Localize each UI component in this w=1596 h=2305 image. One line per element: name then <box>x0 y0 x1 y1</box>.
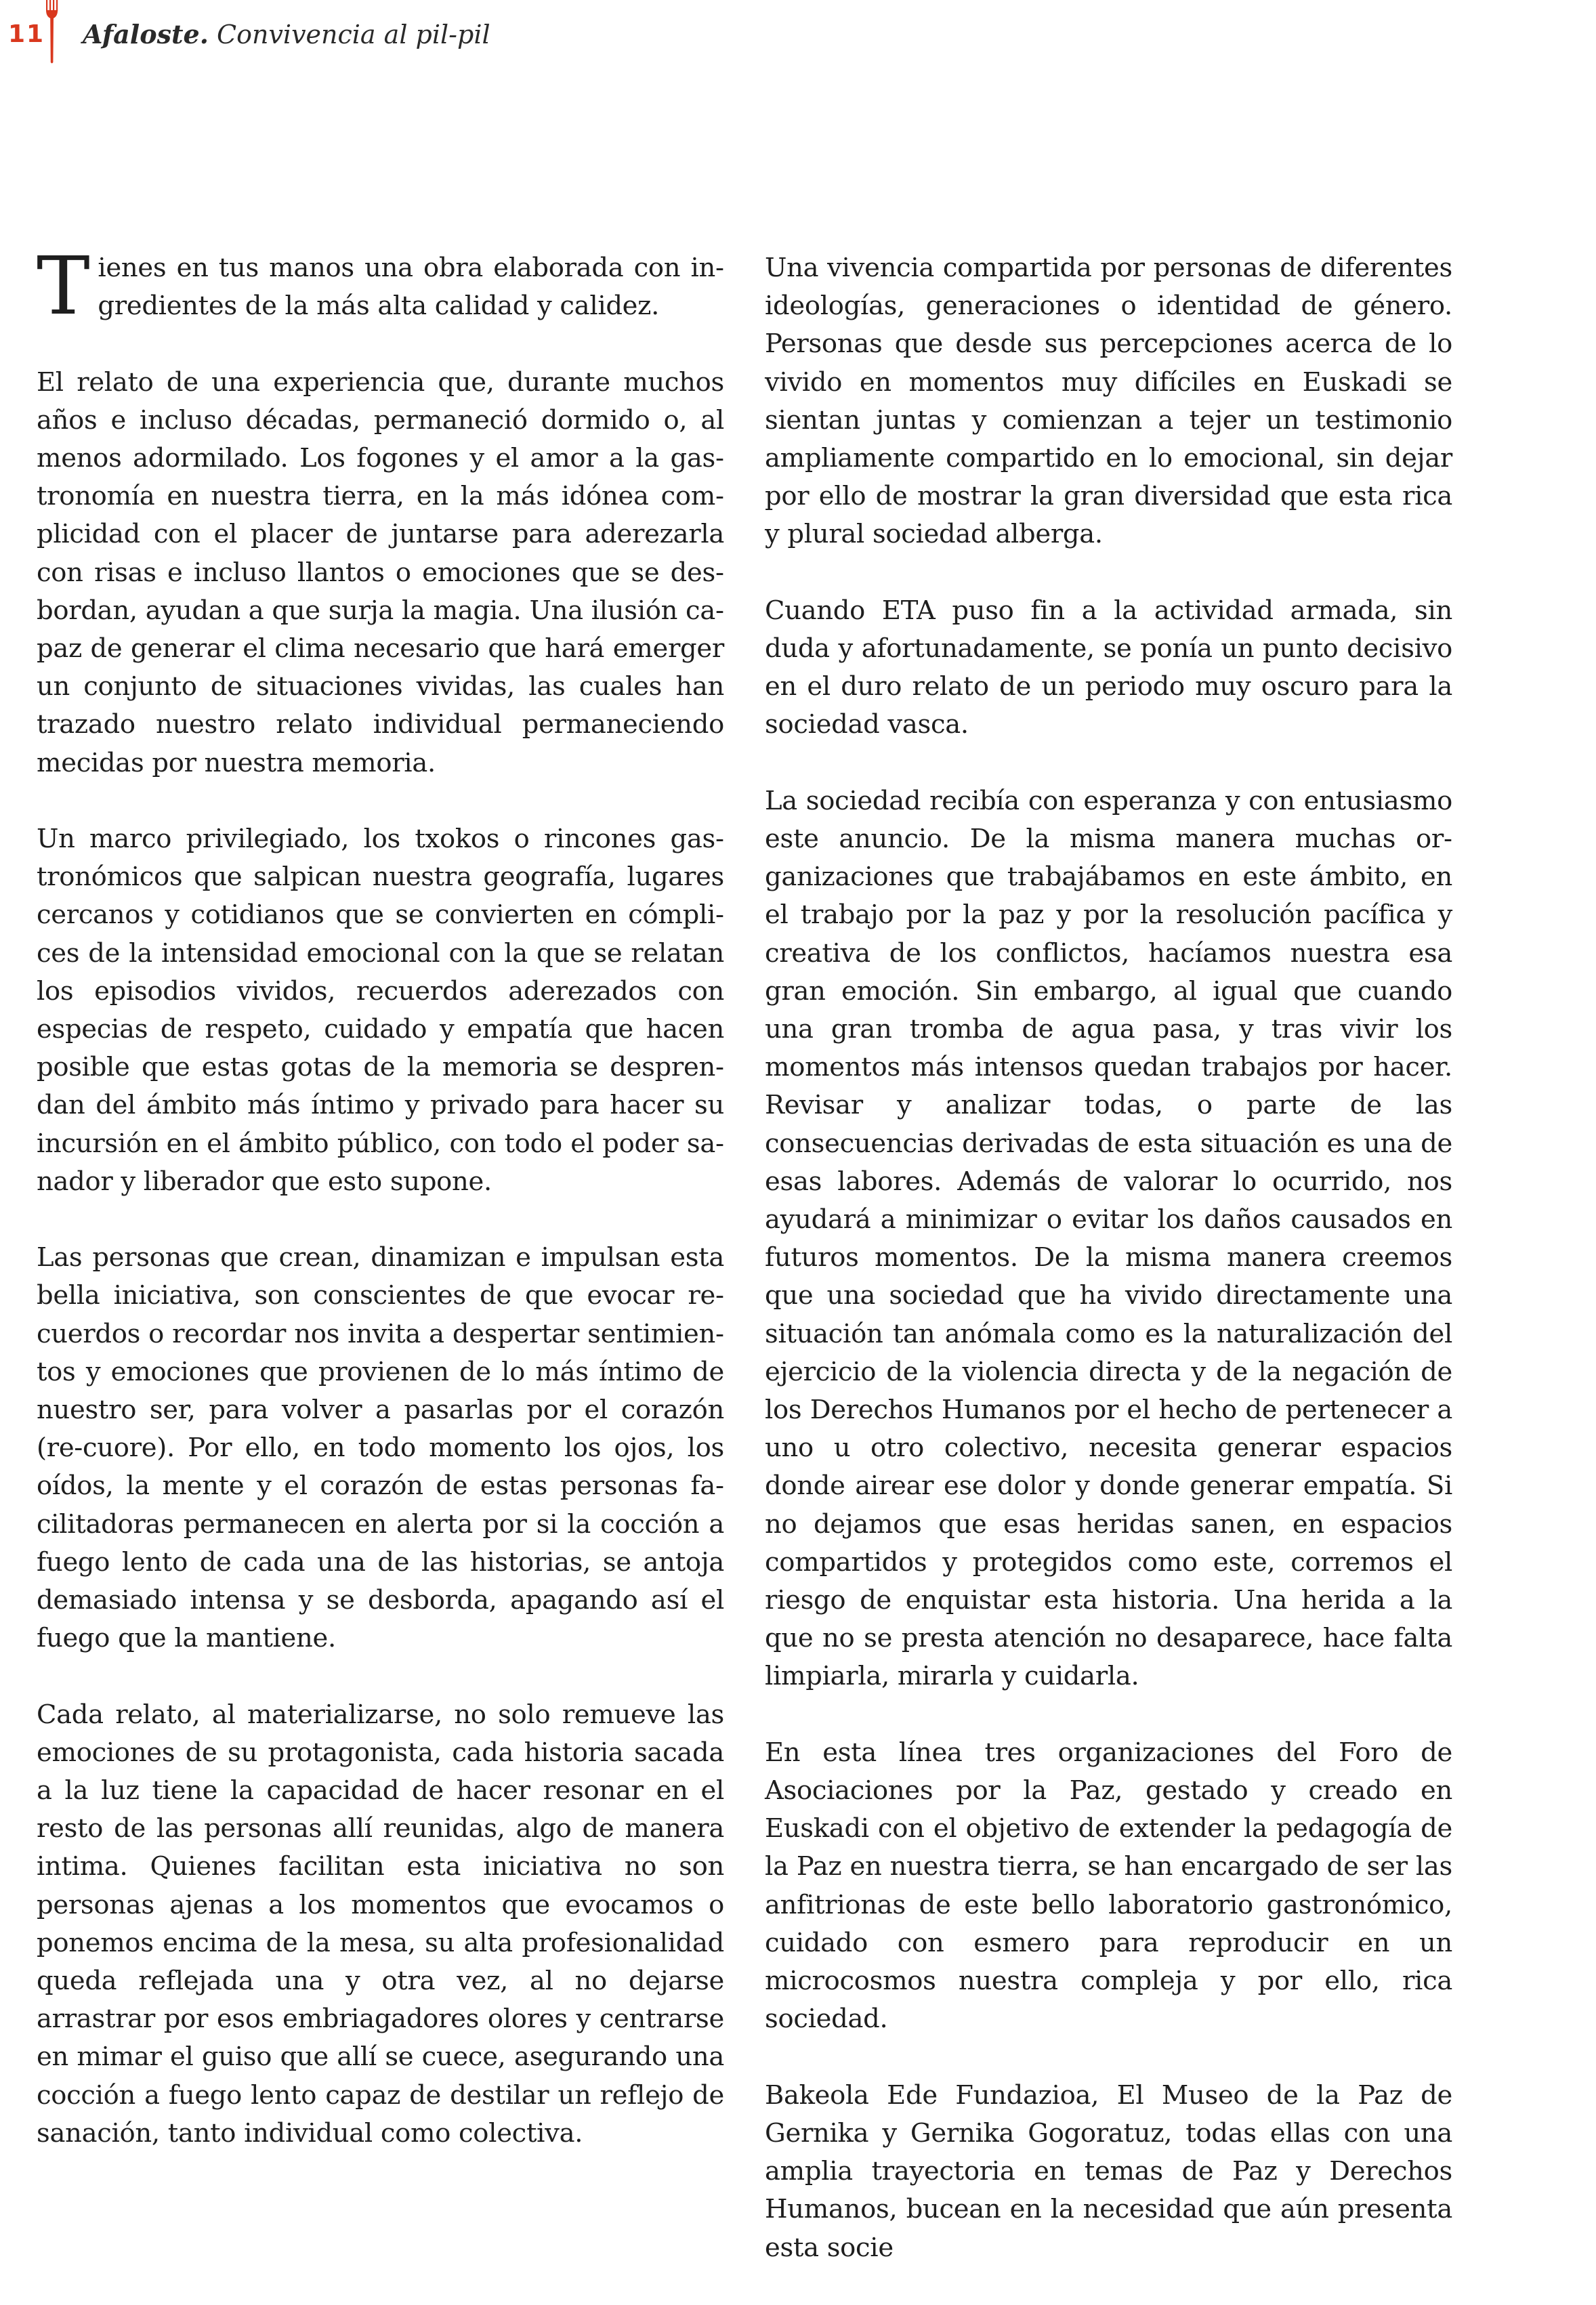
paragraph: Cuando ETA puso fin a la actividad armada, sin duda y afortunadamente, se ponía un punto decisivo en el duro relato de un periodo muy oscuro para la sociedad vasca. <box>765 595 1452 740</box>
paragraph: Un marco privilegiado, los txokos o rincones gastronómicos que salpican nuestra geografía, lugares cercanos y cotidianos que se convierten en cómplices de la intensidad emocional con la que se relatan los episodios vividos, recuerdos aderezados con especias de respeto, cuidado y empatía que hacen posible que estas gotas de la memoria se desprendan del ámbito más íntimo y privado para hacer su incursión en el ámbito público, con todo el poder sanador y liberador que esto supone. <box>37 824 724 1197</box>
book-subtitle: Convivencia al pil-pil <box>217 20 490 49</box>
paragraph: Cada relato, al materializarse, no solo remueve las emociones de su protagonista, cada historia sacada a la luz tiene la capacidad de hacer resonar en el resto de las personas allí reunidas, algo de manera intima. Quienes facilitan esta iniciativa no son personas ajenas a los momentos que evocamos o ponemos encima de la mesa, su alta profesionalidad queda reflejada una y otra vez, al no dejarse arrastrar por esos embriagadores olores y centrarse en mimar el guiso que allí se cuece, asegurando una cocción a fuego lento capaz de destilar un reflejo de sanación, tanto individual como colectiva. <box>37 1699 724 2149</box>
book-title: Afaloste. <box>83 19 209 49</box>
running-head <box>83 19 490 49</box>
drop-cap: T <box>37 239 90 333</box>
right-column <box>765 249 1452 2305</box>
paragraph-intro <box>37 239 724 333</box>
paragraph: Las personas que crean, dinamizan e impulsan esta bella iniciativa, son conscientes de que evocar recuerdos o recordar nos invita a despertar sentimientos y emociones que provienen de lo más íntimo de nuestro ser, para volver a pasarlas por el corazón (re-cuore). Por ello, en todo momento los ojos, los oídos, la mente y el corazón de estas personas facilitadoras permanecen en alerta por si la cocción a fuego lento de cada una de las historias, se antoja demasiado intensa y se desborda, apagando así el fuego que la mantiene. <box>37 1242 724 1654</box>
paragraph: En esta línea tres organizaciones del Foro de Asociaciones por la Paz, gestado y creado en Euskadi con el objetivo de extender la pedagogía de la Paz en nuestra tierra, se han encargado de ser las anfitrionas de este bello laboratorio gastronómico, cuidado con esmero para reproducir en un microcosmos nuestra compleja y por ello, rica sociedad. <box>765 1737 1452 2035</box>
left-column <box>37 239 724 2191</box>
paragraph-intro-text: ienes en tus manos una obra elaborada con ingredientes de la más alta calidad y calidez. <box>98 253 724 322</box>
paragraph: Bakeola Ede Fundazioa, El Museo de la Paz de Gernika y Gernika Gogoratuz, todas ellas con una amplia trayectoria en temas de Paz y Derechos Humanos, bucean en la necesidad que aún presenta esta socie <box>765 2079 1452 2263</box>
paragraph: El relato de una experiencia que, durante muchos años e incluso décadas, permaneció dormido o, al menos adormilado. Los fogones y el amor a la gastronomía en nuestra tierra, en la más idónea complicidad con el placer de juntarse para aderezarla con risas e incluso llantos o emociones que se desbordan, ayudan a que surja la magia. Una ilusión capaz de generar el clima necesario que hará emerger un conjunto de situaciones vividas, las cuales han trazado nuestro relato individual permaneciendo mecidas por nuestra memoria. <box>37 366 724 778</box>
fork-icon <box>45 0 60 65</box>
paragraph: Una vivencia compartida por personas de diferentes ideologías, generaciones o identidad de género. Personas que desde sus percepciones acerca de lo vivido en momentos muy difíciles en Euskadi se sientan juntas y comienzan a tejer un testimonio ampliamente compartido en lo emocional, sin dejar por ello de mostrar la gran diversidad que esta rica y plural sociedad alberga. <box>765 253 1452 550</box>
paragraph: La sociedad recibía con esperanza y con entusiasmo este anuncio. De la misma manera muchas organizaciones que trabajábamos en este ámbito, en el trabajo por la paz y por la resolución pacífica y creativa de los conflictos, hacíamos nuestra esa gran emoción. Sin embargo, al igual que cuando una gran tromba de agua pasa, y tras vivir los momentos más intensos quedan trabajos por hacer. Revisar y analizar todas, o parte de las consecuencias derivadas de esta situación es una de esas labores. Además de valorar lo ocurrido, nos ayudará a minimizar o evitar los daños causados en futuros momentos. De la misma manera creemos que una sociedad que ha vivido directamente una situación tan anómala como es la naturalización del ejercicio de la violencia directa y de la negación de los Derechos Humanos por el hecho de pertenecer a uno u otro colectivo, necesita generar espacios donde airear ese dolor y donde generar empatía. Si no dejamos que esas heridas sanen, en espacios compartidos y protegidos como este, corremos el riesgo de enquistar esta historia. Una herida a la que no se presta atención no desaparece, hace falta limpiarla, mirarla y cuidarla. <box>765 785 1452 1692</box>
page-header <box>0 0 1596 75</box>
page-number: 11 <box>8 20 45 48</box>
